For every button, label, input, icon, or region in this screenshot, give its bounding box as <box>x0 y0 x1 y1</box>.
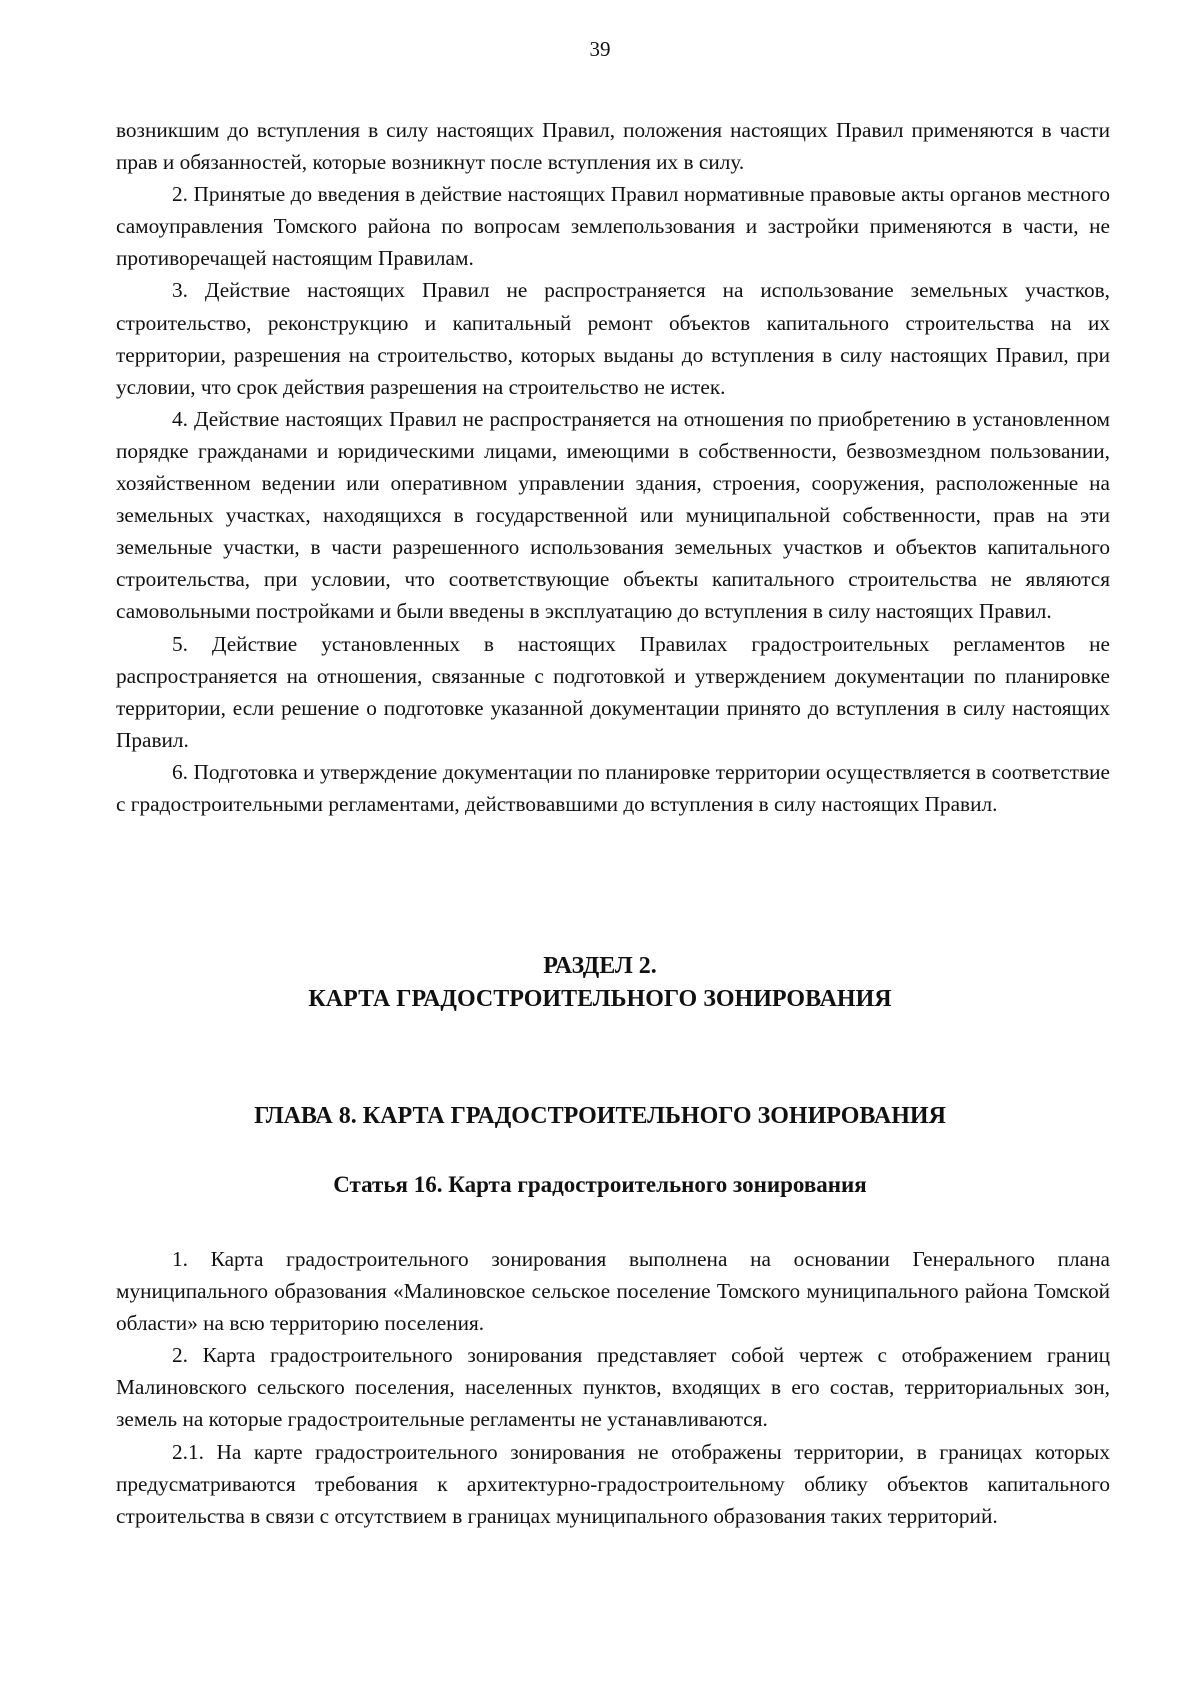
paragraph: 2. Принятые до введения в действие настоящих Правил нормативные правовые акты органов местного самоуправления Томского района по вопросам землепользования и застройки применяются в части, не противоречащей настоящим Правилам. <box>116 182 1110 271</box>
paragraph: 4. Действие настоящих Правил не распространяется на отношения по приобретению в установленном порядке гражданами и юридическими лицами, имеющими в собственности, безвозмездном пользовании, хозяйственном ведении или оперативном управлении здания, строения, сооружения, расположенные на земельных участках, находящихся в государственной или муниципальной собственности, прав на эти земельные участки, в части разрешенного использования земельных участков и объектов капитального строительства, при условии, что соответствующие объекты капитального строительства не являются самовольными постройками и были введены в эксплуатацию до вступления в силу настоящих Правил. <box>116 406 1110 624</box>
article-heading: Статья 16. Карта градостроительного зонирования <box>333 1172 867 1197</box>
section-heading <box>0 950 1200 1016</box>
paragraph: 3. Действие настоящих Правил не распространяется на использование земельных участков, строительство, реконструкцию и капитальный ремонт объектов капитального строительства на их территории, разрешения на строительство, которых выданы до вступления в силу настоящих Правил, при условии, что срок действия разрешения на строительство не истек. <box>116 278 1110 399</box>
body-text-bottom <box>116 1243 1110 1532</box>
paragraph: 5. Действие установленных в настоящих Правилах градостроительных регламентов не распространяется на отношения, связанные с подготовкой и утверждением документации по планировке территории, если решение о подготовке указанной документации принято до вступления в силу настоящих Правил. <box>116 631 1110 752</box>
chapter-heading: ГЛАВА 8. КАРТА ГРАДОСТРОИТЕЛЬНОГО ЗОНИРОВАНИЯ <box>254 1103 946 1129</box>
paragraph: 6. Подготовка и утверждение документации по планировке территории осуществляется в соответствие с градостроительными регламентами, действовавшими до вступления в силу настоящих Правил. <box>116 759 1110 816</box>
section-title: КАРТА ГРАДОСТРОИТЕЛЬНОГО ЗОНИРОВАНИЯ <box>308 986 892 1012</box>
page-number: 39 <box>589 37 611 61</box>
body-text-top <box>116 114 1110 820</box>
section-number: РАЗДЕЛ 2. <box>543 953 657 979</box>
paragraph: 1. Карта градостроительного зонирования выполнена на основании Генерального плана муниципального образования «Малиновское сельское поселение Томского муниципального района Томской области» на всю территорию поселения. <box>116 1247 1110 1336</box>
paragraph: 2. Карта градостроительного зонирования представляет собой чертеж с отображением границ Малиновского сельского поселения, населенных пунктов, входящих в его состав, территориальных зон, земель на которые градостроительные регламенты не устанавливаются. <box>116 1343 1110 1432</box>
paragraph: возникшим до вступления в силу настоящих Правил, положения настоящих Правил применяются в части прав и обязанностей, которые возникнут после вступления их в силу. <box>116 118 1110 175</box>
paragraph: 2.1. На карте градостроительного зонирования не отображены территории, в границах которых предусматриваются требования к архитектурно-градостроительному облику объектов капитального строительства в связи с отсутствием в границах муниципального образования таких территорий. <box>116 1439 1110 1528</box>
